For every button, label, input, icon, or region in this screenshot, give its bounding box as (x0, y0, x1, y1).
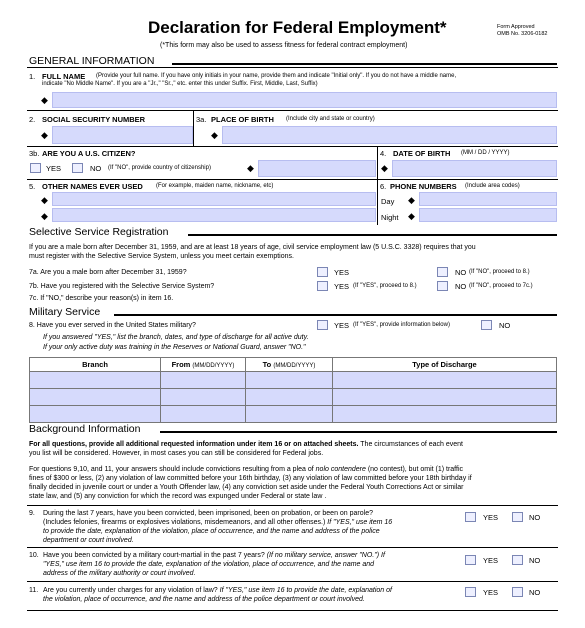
section-rule (172, 63, 557, 65)
q11-line-2: the violation, place of occurrence, and the name and address of the police department or court involved. (43, 596, 365, 603)
q10-yes-checkbox[interactable] (465, 555, 476, 565)
divider (27, 505, 558, 506)
section-rule (188, 234, 557, 236)
q7b-text: 7b. Have you registered with the Selective Service System? (29, 283, 215, 290)
q11-yes-checkbox[interactable] (465, 587, 476, 597)
divider (27, 610, 558, 611)
q7b-yes-help: (If "YES", proceed to 8.) (353, 283, 417, 289)
phone-day-label: Day (381, 197, 395, 206)
q7b-no-label: NO (455, 282, 467, 291)
q9-line-1: During the last 7 years, have you been convicted, been imprisoned, been on probation, or been on parole? (43, 510, 373, 517)
citizenship-country-field[interactable] (258, 160, 376, 177)
column-header-from: From (MM/DD/YYYY) (161, 358, 246, 372)
column-header-branch: Branch (30, 358, 161, 372)
q3b-no-checkbox[interactable] (72, 163, 83, 173)
branch-cell[interactable] (30, 389, 161, 406)
other-names-field-2[interactable] (52, 208, 376, 222)
diamond-icon: ◆ (408, 195, 415, 205)
diamond-icon: ◆ (41, 195, 48, 205)
q9-number: 9. (29, 510, 35, 517)
q11-line-1: Are you currently under charges for any violation of law? If "YES," use item 16 to provide the date, explanation of (43, 587, 392, 594)
q1-label: FULL NAME (42, 72, 86, 81)
q8-yes-label: YES (334, 321, 350, 330)
table-row (30, 372, 557, 389)
discharge-cell[interactable] (333, 389, 557, 406)
q8-no-checkbox[interactable] (481, 320, 492, 330)
q6-number: 6. (380, 182, 387, 191)
q3b-number: 3b. (29, 149, 40, 158)
background-para-2-line-4: state law, and (5) any conviction for which the record was expunged under Federal or state law . (29, 493, 327, 500)
q7a-text: 7a. Are you a male born after December 31, 1959? (29, 269, 187, 276)
phone-night-field[interactable] (419, 208, 557, 222)
q3a-label: PLACE OF BIRTH (211, 115, 274, 124)
column-header-discharge: Type of Discharge (333, 358, 557, 372)
form-subtitle: (*This form may also be used to assess fitness for federal contract employment) (160, 42, 408, 49)
divider (27, 179, 558, 180)
background-para-1-line-2: you list will be considered. However, in most cases you can still be considered for Federal jobs. (29, 450, 324, 457)
diamond-icon: ◆ (41, 95, 48, 105)
q11-yes-label: YES (483, 588, 499, 597)
q3b-help: (If "NO", provide country of citizenship) (108, 165, 211, 171)
table-header-row (30, 358, 557, 372)
q8-help-2: If your only active duty was training in the Reserves or National Guard, answer "NO." (43, 344, 306, 351)
q10-line-1: Have you been convicted by a military court-martial in the past 7 years? (If no military service, answer "NO.") If (43, 552, 385, 559)
q7b-no-checkbox[interactable] (437, 281, 448, 291)
q2-label: SOCIAL SECURITY NUMBER (42, 115, 146, 124)
q7c-text: 7c. If "NO," describe your reason(s) in item 16. (29, 295, 174, 302)
other-names-field-1[interactable] (52, 192, 376, 206)
q5-number: 5. (29, 182, 36, 191)
section-rule (114, 314, 557, 316)
q4-label: DATE OF BIRTH (393, 149, 451, 158)
branch-cell[interactable] (30, 372, 161, 389)
divider (377, 179, 378, 225)
to-cell[interactable] (246, 389, 333, 406)
from-cell[interactable] (161, 406, 246, 423)
q11-no-label: NO (529, 588, 541, 597)
q11-number: 11. (29, 587, 39, 594)
q10-line-3: address of the military authority or court involved. (43, 570, 196, 577)
q9-no-checkbox[interactable] (512, 512, 523, 522)
phone-day-field[interactable] (419, 192, 557, 206)
place-of-birth-field[interactable] (222, 126, 557, 144)
military-service-table (29, 357, 557, 423)
q9-yes-checkbox[interactable] (465, 512, 476, 522)
background-para-2-line-1: For questions 9,10, and 11, your answers should include convictions resulting from a plea of nolo contendere (no contest), but omit (1) traffic (29, 466, 464, 473)
selective-intro-2: must register with the Selective Service System, unless you meet certain exemptions. (29, 253, 294, 260)
divider (27, 581, 558, 582)
to-cell[interactable] (246, 406, 333, 423)
form-title: Declaration for Federal Employment* (148, 18, 447, 37)
q10-no-checkbox[interactable] (512, 555, 523, 565)
divider (193, 110, 194, 147)
q9-no-label: NO (529, 513, 541, 522)
date-of-birth-field[interactable] (392, 160, 557, 177)
q7b-yes-label: YES (334, 282, 350, 291)
q8-text: 8. Have you ever served in the United States military? (29, 322, 196, 329)
divider (377, 146, 378, 180)
q7a-yes-checkbox[interactable] (317, 267, 328, 277)
column-header-to: To (MM/DD/YYYY) (246, 358, 333, 372)
omb-number: OMB No. 3206-0182 (497, 31, 548, 37)
branch-cell[interactable] (30, 406, 161, 423)
q5-label: OTHER NAMES EVER USED (42, 182, 143, 191)
q9-yes-label: YES (483, 513, 499, 522)
q3b-yes-checkbox[interactable] (30, 163, 41, 173)
q3a-number: 3a. (196, 115, 207, 124)
diamond-icon: ◆ (408, 211, 415, 221)
q9-line-4: department or court involved. (43, 537, 134, 544)
q11-no-checkbox[interactable] (512, 587, 523, 597)
q7a-no-checkbox[interactable] (437, 267, 448, 277)
q7a-no-help: (If "NO", proceed to 8.) (469, 269, 530, 275)
q6-label: PHONE NUMBERS (390, 182, 457, 191)
from-cell[interactable] (161, 372, 246, 389)
discharge-cell[interactable] (333, 406, 557, 423)
section-title-selective: Selective Service Registration (29, 226, 169, 238)
full-name-field[interactable] (52, 92, 557, 108)
q4-help: (MM / DD / YYYY) (461, 150, 510, 156)
q3b-no-label: NO (90, 164, 102, 173)
q7b-yes-checkbox[interactable] (317, 281, 328, 291)
q7b-no-help: (If "NO", proceed to 7c.) (469, 283, 533, 289)
q8-help-1: If you answered "YES," list the branch, dates, and type of discharge for all active duty. (43, 334, 309, 341)
section-title-military: Military Service (29, 306, 101, 318)
phone-night-label: Night (381, 213, 399, 222)
background-para-2-line-3: finally decided in juvenile court or under a Youth Offender law, (4) any conviction set aside under the Federal Youth Corrections Act or similar (29, 484, 464, 491)
q8-yes-checkbox[interactable] (317, 320, 328, 330)
q5-help: (For example, maiden name, nickname, etc) (156, 183, 274, 189)
divider (27, 146, 558, 147)
q2-number: 2. (29, 115, 36, 124)
q4-number: 4. (380, 149, 387, 158)
background-para-1-line-1: For all questions, provide all additional requested information under item 16 or on attached sheets. The circumstances of each event (29, 441, 463, 448)
form-approved-note (497, 24, 547, 38)
q3b-yes-label: YES (46, 164, 62, 173)
q8-yes-help: (If "YES", provide information below) (353, 322, 450, 328)
from-cell[interactable] (161, 389, 246, 406)
q1-help-1: (Provide your full name. If you have only initials in your name, provide them and indicate "Initial only". If you do not have a middle name, (96, 73, 457, 79)
q3a-help: (Include city and state or country) (286, 116, 375, 122)
to-cell[interactable] (246, 372, 333, 389)
form-approved-text: Form Approved (497, 24, 535, 30)
q1-number: 1. (29, 72, 36, 81)
q10-line-2: "YES," use item 16 to provide the date, explanation of the violation, place of occurrence, and the name and (43, 561, 375, 568)
section-rule (160, 431, 557, 433)
q3b-label: ARE YOU A U.S. CITIZEN? (42, 149, 136, 158)
q9-line-3: to provide the date, explanation of the violation, place of occurrence, and the name and address of the police (43, 528, 380, 535)
diamond-icon: ◆ (41, 130, 48, 140)
diamond-icon: ◆ (41, 211, 48, 221)
diamond-icon: ◆ (381, 163, 388, 173)
table-row (30, 406, 557, 423)
background-para-2-line-2: fines of $300 or less, (2) any violation of law committed before your 16th birthday, (3) any violation of law committed before your 18th birthday if (29, 475, 472, 482)
diamond-icon: ◆ (247, 163, 254, 173)
selective-intro-1: If you are a male born after December 31, 1959, and are at least 18 years of age, civil service employment law (5 U.S.C. 3328) requires that you (29, 244, 476, 251)
section-title-background: Background Information (29, 423, 141, 435)
divider (27, 547, 558, 548)
q10-yes-label: YES (483, 556, 499, 565)
ssn-field[interactable] (52, 126, 193, 144)
q1-help-2: indicate "No Middle Name". If you are a "Jr.," "Sr.," etc. enter this under Suffix. First, Middle, Last, Suffix) (42, 81, 318, 87)
q8-no-label: NO (499, 321, 511, 330)
q6-help: (Include area codes) (465, 183, 520, 189)
q10-number: 10. (29, 552, 39, 559)
q9-line-2: (Includes felonies, firearms or explosives violations, misdemeanors, and all other offenses.) If "YES," use item 16 (43, 519, 393, 526)
q7a-no-label: NO (455, 268, 467, 277)
discharge-cell[interactable] (333, 372, 557, 389)
diamond-icon: ◆ (211, 130, 218, 140)
section-title-general: GENERAL INFORMATION (29, 55, 155, 67)
table-row (30, 389, 557, 406)
q7a-yes-label: YES (334, 268, 350, 277)
q10-no-label: NO (529, 556, 541, 565)
divider (27, 67, 558, 68)
divider (27, 110, 558, 111)
